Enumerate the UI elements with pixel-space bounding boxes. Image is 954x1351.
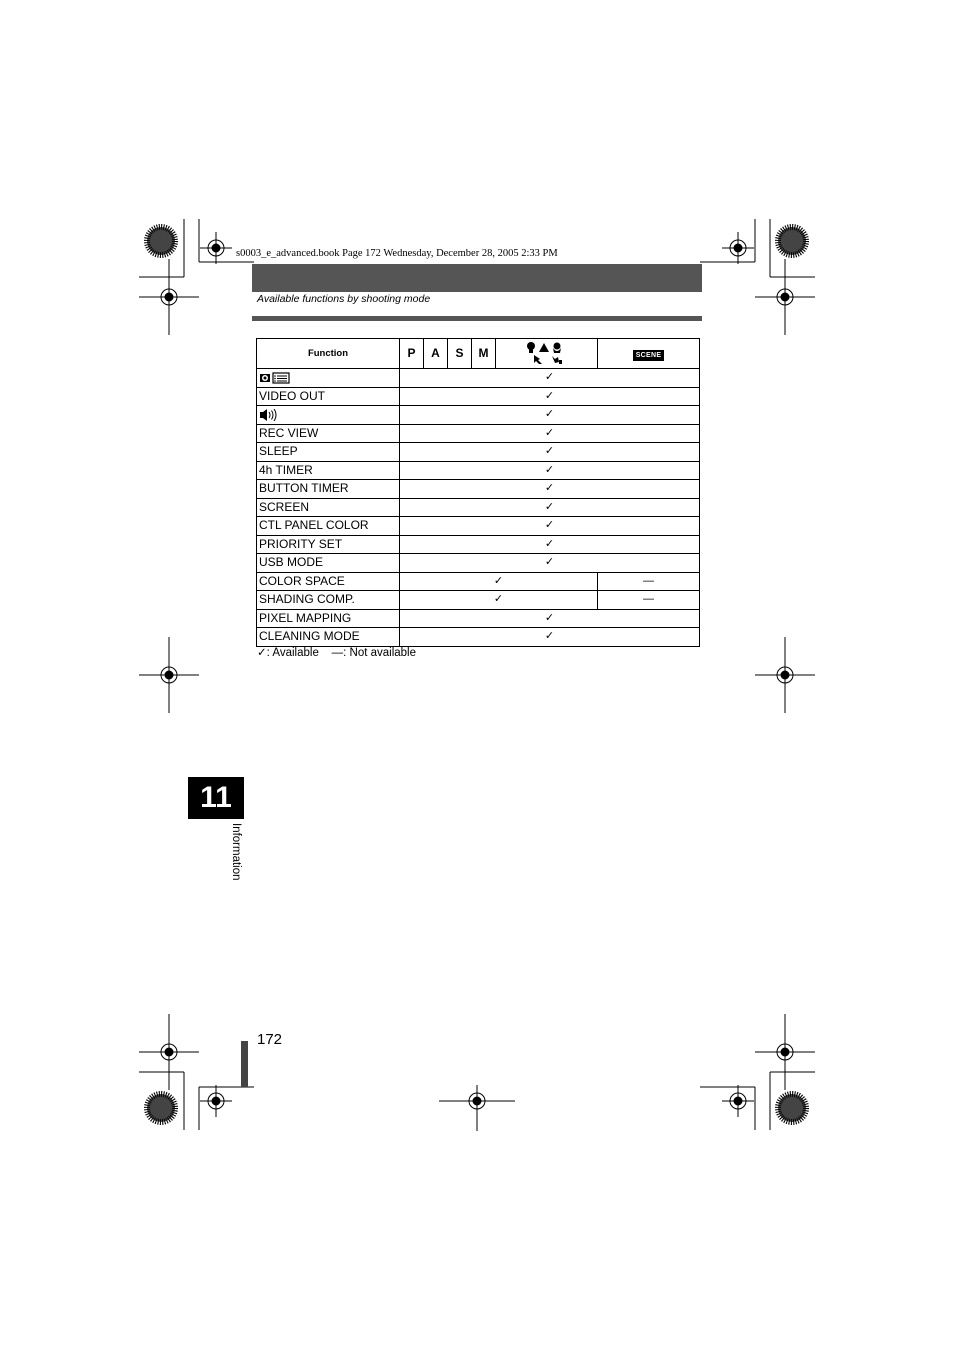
availability-cell: ✓	[400, 609, 700, 628]
page-number: 172	[257, 1031, 283, 1048]
camera-menu-icon	[259, 371, 291, 385]
availability-cell: ✓	[400, 461, 700, 480]
function-name-cell: VIDEO OUT	[257, 387, 400, 406]
availability-cell: ✓	[400, 387, 700, 406]
chapter-label	[222, 823, 252, 893]
availability-cell: ✓	[400, 424, 700, 443]
function-name-cell: USB MODE	[257, 554, 400, 573]
table-row	[257, 461, 700, 480]
table-legend: ✓: Available —: Not available	[257, 647, 417, 659]
table-header-row	[257, 339, 700, 369]
availability-cell: ✓	[400, 406, 700, 425]
availability-cell: ✓	[400, 517, 700, 536]
table-row	[257, 443, 700, 462]
table-row	[257, 369, 700, 388]
function-name-cell: PRIORITY SET	[257, 535, 400, 554]
function-name-cell: SCREEN	[257, 498, 400, 517]
availability-cell: ✓	[400, 369, 700, 388]
table-row	[257, 628, 700, 647]
header-rule	[252, 316, 702, 321]
availability-cell: ✓	[400, 554, 700, 573]
scene-badge: SCENE	[633, 350, 665, 361]
function-name-cell: COLOR SPACE	[257, 572, 400, 591]
function-name-cell: BUTTON TIMER	[257, 480, 400, 499]
speaker-beep-icon	[259, 409, 277, 421]
table-row	[257, 406, 700, 425]
table-row	[257, 387, 700, 406]
function-availability-table	[256, 338, 700, 647]
function-name-cell: CLEANING MODE	[257, 628, 400, 647]
header-scene	[598, 339, 700, 369]
scene-modes-icon	[525, 341, 569, 367]
table-row	[257, 572, 700, 591]
header-mode-a: A	[424, 339, 448, 369]
function-name-cell: CTL PANEL COLOR	[257, 517, 400, 536]
availability-cell: ✓	[400, 480, 700, 499]
scene-availability-cell: —	[598, 591, 700, 610]
chapter-label-text: Information	[230, 823, 242, 881]
table-row	[257, 609, 700, 628]
table-row	[257, 424, 700, 443]
section-title: Available functions by shooting mode	[257, 293, 431, 305]
header-mode-s: S	[448, 339, 472, 369]
header-function: Function	[257, 339, 400, 369]
header-scene-icons	[496, 339, 598, 369]
availability-cell: ✓	[400, 591, 598, 610]
function-name-cell: REC VIEW	[257, 424, 400, 443]
table-row	[257, 554, 700, 573]
print-header: s0003_e_advanced.book Page 172 Wednesday, December 28, 2005 2:33 PM	[236, 248, 558, 259]
function-name-cell: SLEEP	[257, 443, 400, 462]
scene-availability-cell: —	[598, 572, 700, 591]
function-name-cell: SHADING COMP.	[257, 591, 400, 610]
function-name-cell: PIXEL MAPPING	[257, 609, 400, 628]
availability-cell: ✓	[400, 535, 700, 554]
page-number-bar	[241, 1041, 248, 1087]
function-name-cell: 4h TIMER	[257, 461, 400, 480]
header-mode-p: P	[400, 339, 424, 369]
function-name-cell	[257, 406, 400, 425]
table-row	[257, 535, 700, 554]
chapter-number: 11	[188, 777, 244, 819]
table-row	[257, 591, 700, 610]
availability-cell: ✓	[400, 628, 700, 647]
table-row	[257, 498, 700, 517]
availability-cell: ✓	[400, 443, 700, 462]
availability-cell: ✓	[400, 572, 598, 591]
header-bar	[252, 264, 702, 292]
function-name-cell	[257, 369, 400, 388]
table-row	[257, 480, 700, 499]
header-mode-m: M	[472, 339, 496, 369]
table-row	[257, 517, 700, 536]
availability-cell: ✓	[400, 498, 700, 517]
